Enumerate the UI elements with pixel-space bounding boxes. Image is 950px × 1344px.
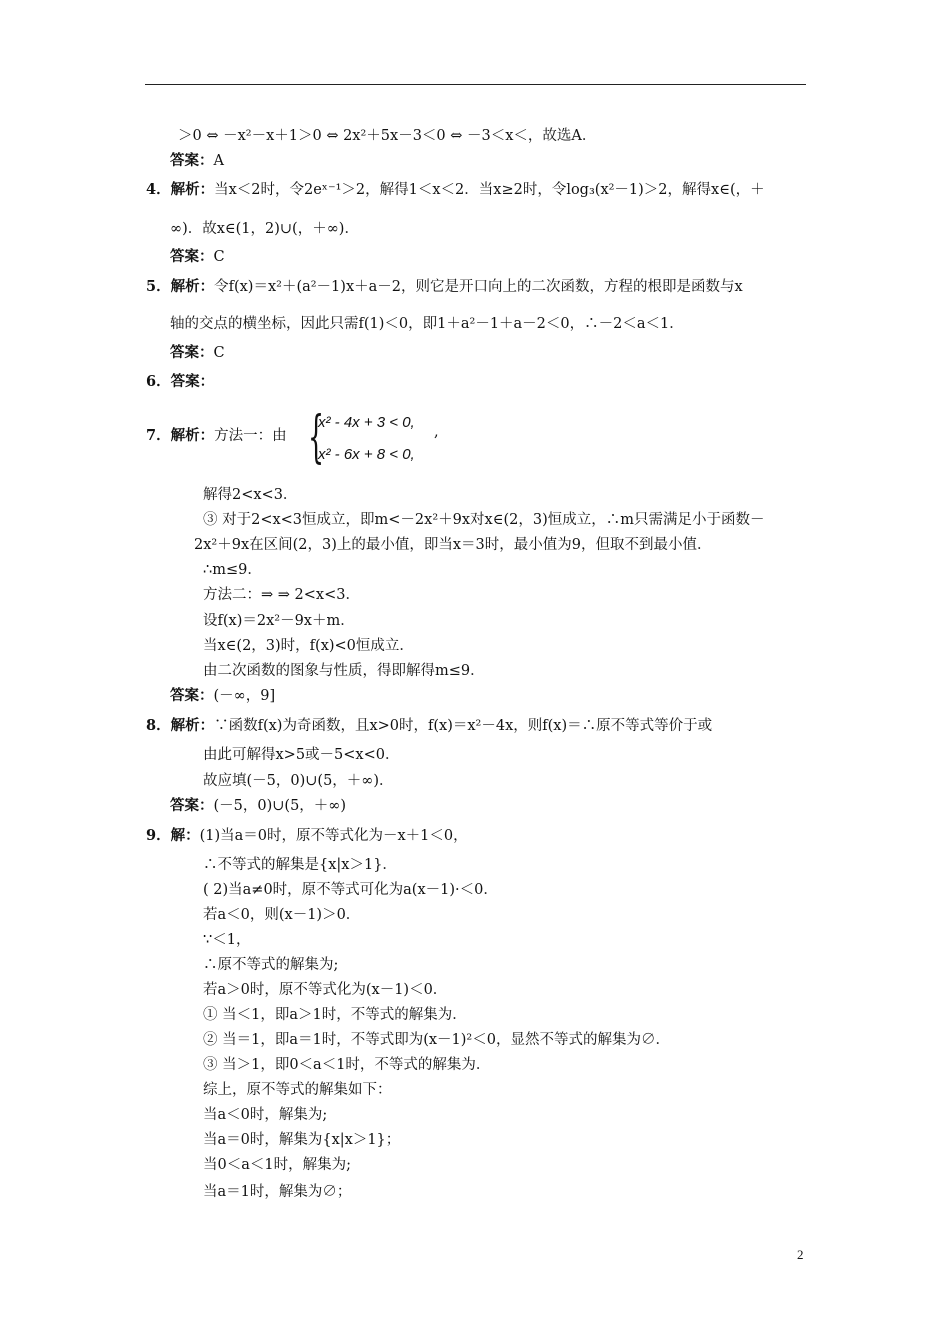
text-line: 当0＜a＜1时，解集为; <box>203 1157 351 1173</box>
text-line: ② 当＝1，即a＝1时，不等式即为(x－1)²＜0，显然不等式的解集为∅． <box>203 1032 670 1048</box>
text-line: ③ 对于2<x<3恒成立，即m<－2x²＋9x对x∈(2，3)恒成立，∴m只需满足小于函数－ <box>203 512 765 528</box>
answer-line: 答案：C <box>170 248 225 265</box>
left-brace: { <box>308 405 325 470</box>
problem-4-line: 4．解析：当x＜2时，令2eˣ⁻¹＞2，解得1＜x＜2．当x≥2时，令log₃(x²－1)＞2，解得x∈(，＋ <box>146 181 765 198</box>
page-number: 2 <box>797 1247 804 1262</box>
answer-line: 答案：A <box>170 152 224 169</box>
text-line: ＞0 ⇔ －x²－x＋1＞0 ⇔ 2x²＋5x－3＜0 ⇔ －3＜x＜，故选A． <box>178 128 597 144</box>
text-line: ③ 当＞1，即0＜a＜1时，不等式的解集为． <box>203 1057 491 1073</box>
text-line: 轴的交点的横坐标，因此只需f(1)＜0，即1＋a²－1＋a－2＜0，∴－2＜a＜1． <box>170 316 684 332</box>
text-line: 若a＞0时，原不等式化为(x－1)＜0． <box>203 982 448 998</box>
problem-9-line: 9．解：(1)当a＝0时，原不等式化为－x＋1＜0， <box>146 827 468 844</box>
text-line: 2x²＋9x在区间(2，3)上的最小值，即当x＝3时，最小值为9，但取不到最小值． <box>194 537 712 553</box>
text-line: 解得2<x<3． <box>203 487 298 503</box>
text-line: ∴原不等式的解集为; <box>203 957 339 973</box>
text-line: 当x∈(2，3)时，f(x)<0恒成立． <box>203 638 414 654</box>
text-line: 故应填(－5，0)∪(5，＋∞)． <box>203 773 394 789</box>
problem-8-line: 8．解析：∵函数f(x)为奇函数，且x>0时，f(x)＝x²－4x，则f(x)＝∴原不等式等价于或 <box>146 717 713 734</box>
answer-line: 答案：(－∞，9] <box>170 687 276 704</box>
system-tail-comma: , <box>434 424 439 440</box>
text-line: 由二次函数的图象与性质，得即解得m≤9． <box>203 663 485 679</box>
text-line: ∴m≤9． <box>203 562 262 578</box>
system-equation-1: x² - 4x + 3 < 0, <box>318 414 415 431</box>
text-line: 方法二：⇒ ⇒ 2<x<3． <box>203 587 360 603</box>
problem-5-line: 5．解析：令f(x)＝x²＋(a²－1)x＋a－2，则它是开口向上的二次函数，方程的根即是函数与x <box>146 278 743 295</box>
text-line: ∴不等式的解集是{x|x＞1}． <box>203 857 397 873</box>
text-line: 由此可解得x>5或－5<x<0． <box>203 747 400 763</box>
answer-line: 答案：C <box>170 344 225 361</box>
inequality-system <box>308 405 448 470</box>
text-line: 若a＜0，则(x－1)＞0． <box>203 907 361 923</box>
text-line: ( 2)当a≠0时，原不等式可化为a(x－1)·＜0． <box>203 882 498 898</box>
problem-7-line: 7．解析：方法一：由 <box>146 427 287 444</box>
text-line: ∞)．故x∈(1，2)∪(，＋∞)． <box>170 221 359 237</box>
text-line: 综上，原不等式的解集如下： <box>203 1082 392 1098</box>
text-line: 设f(x)＝2x²－9x＋m． <box>203 613 355 629</box>
text-line: ① 当＜1，即a＞1时，不等式的解集为． <box>203 1007 467 1023</box>
text-line: 当a＜0时，解集为; <box>203 1107 328 1123</box>
text-line: 当a＝1时，解集为∅； <box>203 1184 352 1200</box>
system-equation-2: x² - 6x + 8 < 0, <box>318 446 415 463</box>
text-line: 当a＝0时，解集为{x|x＞1}； <box>203 1132 401 1148</box>
header-rule <box>145 84 806 85</box>
text-line: ∵＜1， <box>203 932 251 948</box>
answer-line: 答案：(－5，0)∪(5，＋∞) <box>170 797 347 814</box>
problem-6-line: 6．答案： <box>146 373 215 390</box>
